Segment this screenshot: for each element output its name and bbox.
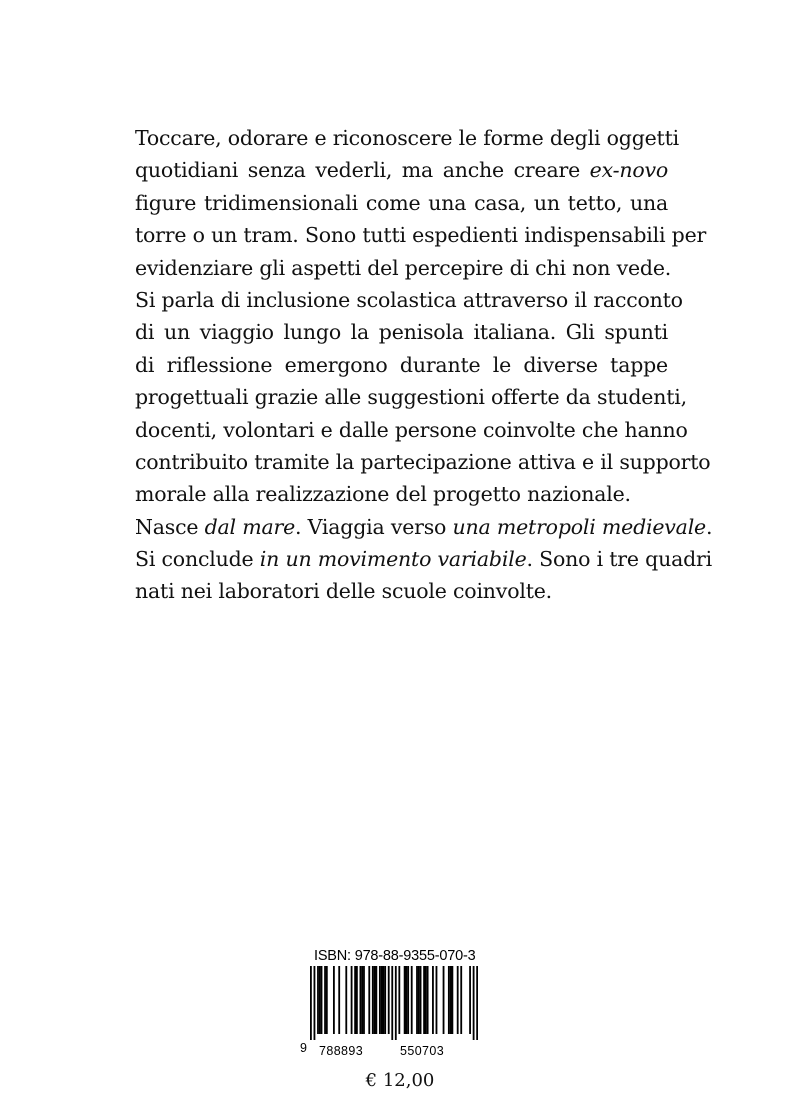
barcode-bar: [333, 966, 335, 1034]
blurb-line: [135, 543, 712, 575]
barcode-bar: [476, 966, 478, 1040]
blurb-text: .: [706, 514, 713, 539]
barcode-bar: [427, 966, 429, 1034]
blurb-text: Nasce: [135, 514, 205, 539]
barcode-bar: [443, 966, 445, 1034]
barcode-bar: [356, 966, 358, 1034]
barcode-bar: [416, 966, 418, 1034]
barcode-bar: [407, 966, 409, 1034]
blurb-text: . Sono i tre quadri: [526, 547, 712, 572]
barcode-bar: [395, 966, 397, 1040]
barcode-bar: [457, 966, 459, 1034]
blurb-line: progettuali grazie alle suggestioni offerte da studenti,: [135, 385, 687, 410]
barcode-bar: [404, 966, 406, 1034]
barcode-bar: [432, 966, 434, 1034]
barcode-bar: [361, 966, 363, 1034]
blurb-line: contribuito tramite la partecipazione attiva e il supporto: [135, 449, 711, 474]
blurb-line: torre o un tram. Sono tutti espedienti indispensabili per: [135, 223, 707, 248]
barcode-bar: [391, 966, 393, 1040]
blurb-paragraph-1: [135, 122, 707, 284]
blurb-italic-text: una metropoli medievale: [452, 514, 706, 539]
barcode-bar: [354, 966, 356, 1034]
barcode-bar: [374, 966, 376, 1034]
blurb-line: di un viaggio lungo la penisola italiana. Gli spunti: [135, 320, 668, 345]
barcode-digit-first: 9: [300, 1041, 308, 1055]
blurb-line: di riflessione emergono durante le diverse tappe: [135, 352, 668, 377]
barcode-bar: [418, 966, 420, 1034]
isbn-barcode: [296, 948, 486, 1073]
barcode-bar: [411, 966, 413, 1034]
barcode-bar: [368, 966, 370, 1034]
blurb-line: evidenziare gli aspetti del percepire di chi non vede.: [135, 255, 672, 280]
barcode-bar: [388, 966, 390, 1034]
barcode-bar: [398, 966, 400, 1034]
barcode-bar: [381, 966, 383, 1034]
blurb-text: Si conclude: [135, 547, 260, 572]
back-cover-blurb: [135, 122, 713, 608]
barcode-bar: [450, 966, 452, 1034]
barcode-bar: [310, 966, 312, 1040]
barcode-bar: [451, 966, 453, 1034]
barcode-bar: [383, 966, 385, 1034]
barcode-bar: [423, 966, 425, 1034]
barcode-bar: [405, 966, 407, 1034]
blurb-italic-text: dal mare: [204, 514, 296, 539]
barcode-bar: [425, 966, 427, 1034]
barcode-bar: [314, 966, 316, 1040]
barcode-bar: [372, 966, 374, 1034]
blurb-paragraph-3: [135, 511, 713, 608]
blurb-line: nati nei laboratori delle scuole coinvolte.: [135, 579, 552, 604]
barcode-digits-left: 788893: [319, 1044, 364, 1058]
barcode-bar: [317, 966, 319, 1034]
barcode-bar: [379, 966, 381, 1034]
barcode-bars: [310, 966, 478, 1040]
barcode-digits-right: 550703: [400, 1044, 445, 1058]
barcode-bar: [324, 966, 326, 1034]
blurb-text: . Viaggia verso: [295, 514, 453, 539]
blurb-paragraph-2: [135, 284, 711, 511]
blurb-italic-text: in un movimento variabile: [259, 547, 527, 572]
barcode-bar: [319, 966, 321, 1034]
barcode-bar: [326, 966, 328, 1034]
barcode-bar: [436, 966, 438, 1034]
blurb-line: figure tridimensionali come una casa, un tetto, una: [135, 190, 668, 215]
barcode-bar: [420, 966, 422, 1034]
barcode-bar: [460, 966, 462, 1034]
blurb-line: [135, 511, 713, 543]
blurb-line: docenti, volontari e dalle persone coinvolte che hanno: [135, 417, 688, 442]
price-label: € 12,00: [365, 1070, 435, 1091]
blurb-line: Toccare, odorare e riconoscere le forme degli oggetti: [135, 126, 679, 150]
barcode-bar: [448, 966, 450, 1034]
blurb-line: Si parla di inclusione scolastica attraverso il racconto: [135, 287, 683, 312]
barcode-bar: [473, 966, 475, 1040]
blurb-line: [135, 154, 668, 186]
barcode-bar: [375, 966, 377, 1034]
barcode-bar: [338, 966, 340, 1034]
barcode-bar: [363, 966, 365, 1034]
blurb-text: quotidiani senza vederli, ma anche creare: [135, 158, 590, 183]
blurb-italic-text: ex-novo: [589, 158, 668, 183]
barcode-bar: [345, 966, 347, 1034]
barcode-bar: [360, 966, 362, 1034]
blurb-line: morale alla realizzazione del progetto nazionale.: [135, 482, 631, 507]
barcode-bar: [384, 966, 386, 1034]
isbn-label: ISBN: 978-88-9355-070-3: [314, 948, 476, 964]
barcode-bar: [469, 966, 471, 1034]
barcode-bar: [321, 966, 323, 1034]
barcode-bar: [351, 966, 353, 1034]
